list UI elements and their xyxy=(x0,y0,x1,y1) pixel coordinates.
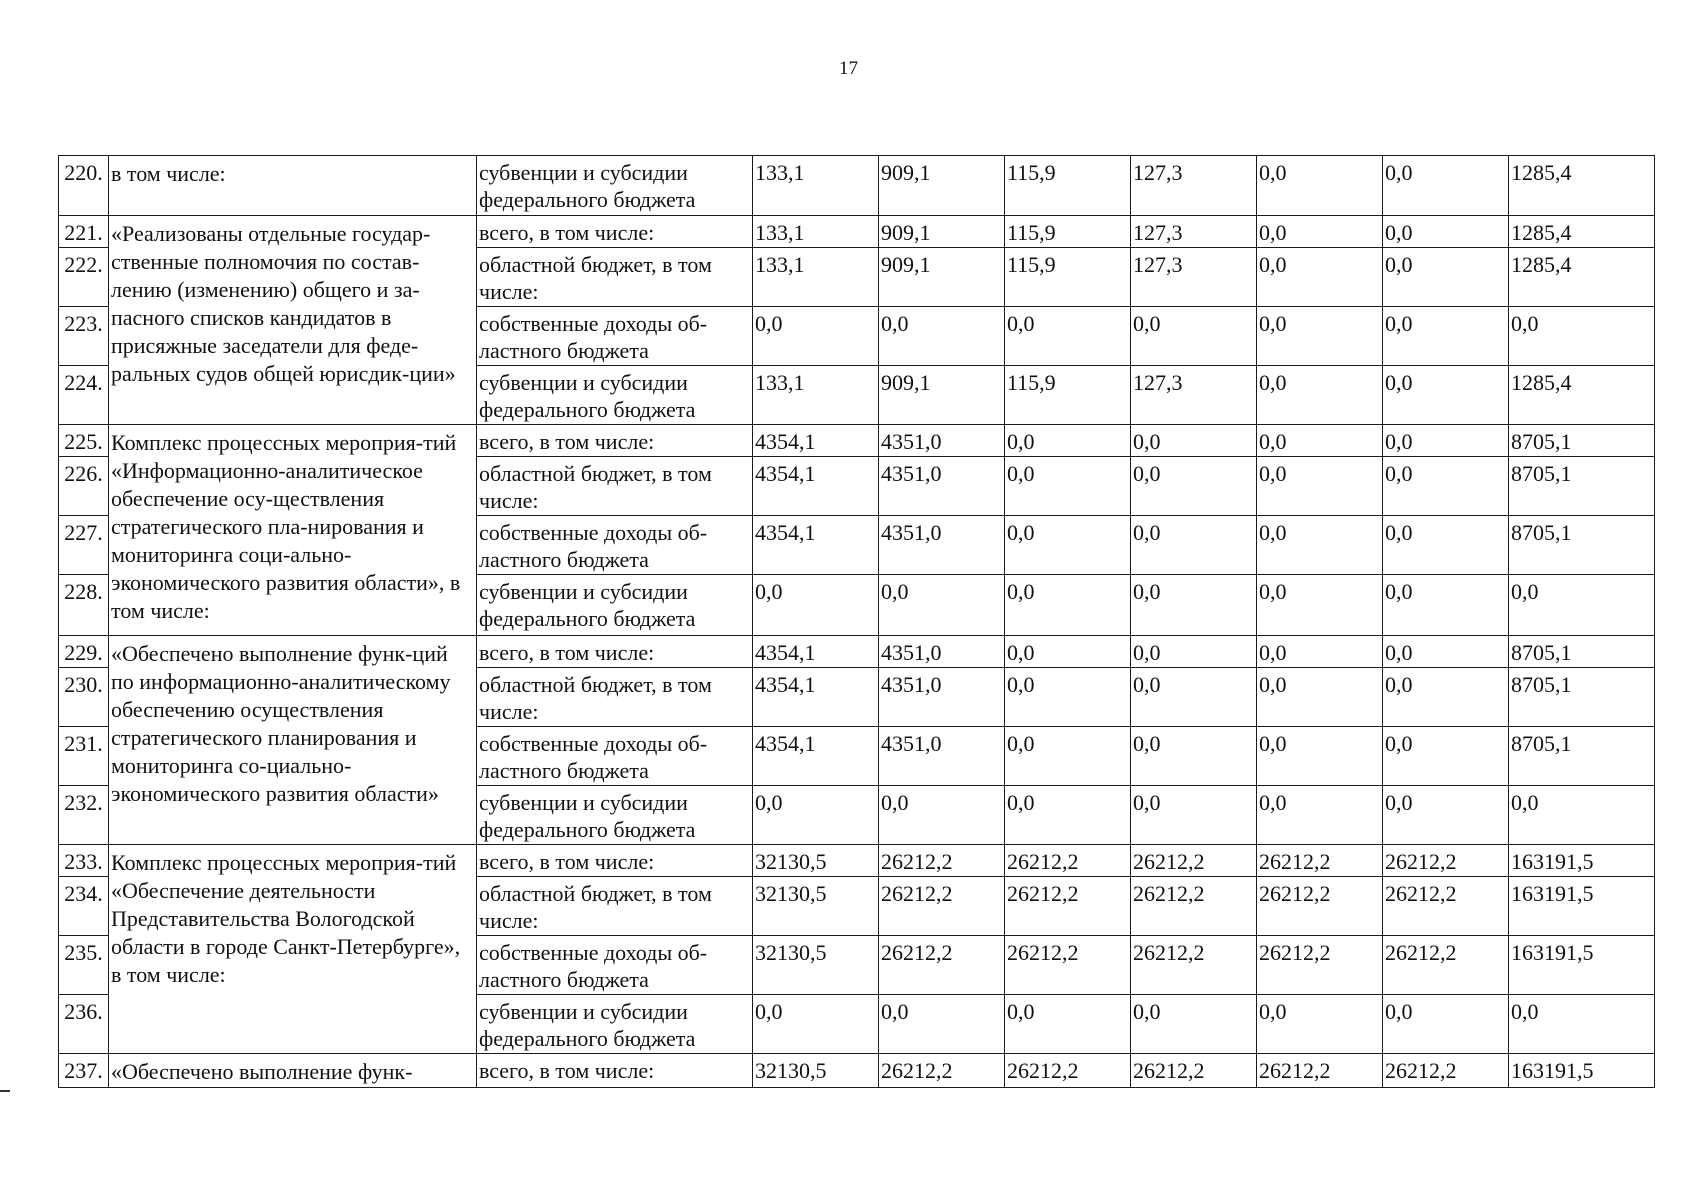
value-cell: 127,3 xyxy=(1131,216,1257,248)
value-cell: 26212,2 xyxy=(879,877,1005,936)
value-cell: 909,1 xyxy=(879,248,1005,307)
total-cell: 8705,1 xyxy=(1509,636,1655,668)
value-cell: 26212,2 xyxy=(1131,936,1257,995)
total-cell: 8705,1 xyxy=(1509,727,1655,786)
row-number: 231. xyxy=(59,727,109,786)
value-cell: 0,0 xyxy=(1005,516,1131,575)
row-number: 222. xyxy=(59,248,109,307)
total-cell: 1285,4 xyxy=(1509,156,1655,216)
table-row xyxy=(59,1054,1655,1088)
value-cell: 0,0 xyxy=(1257,457,1383,516)
value-cell: 0,0 xyxy=(1131,516,1257,575)
total-cell: 1285,4 xyxy=(1509,366,1655,425)
row-name: Комплекс процессных мероприя-тий «Информационно-аналитическое обеспечение осу-ществления стратегического пла-нирования и мониторинга соци-ально-экономического развития области», в том числе: xyxy=(109,425,477,636)
value-cell: 0,0 xyxy=(1383,248,1509,307)
value-cell: 0,0 xyxy=(1383,425,1509,457)
value-cell: 0,0 xyxy=(1257,216,1383,248)
value-cell: 26212,2 xyxy=(1383,845,1509,877)
value-cell: 0,0 xyxy=(879,307,1005,366)
value-cell: 32130,5 xyxy=(753,1054,879,1088)
row-number: 225. xyxy=(59,425,109,457)
value-cell: 26212,2 xyxy=(1131,845,1257,877)
value-cell: 0,0 xyxy=(1257,575,1383,636)
total-cell: 163191,5 xyxy=(1509,845,1655,877)
funding-source: собственные доходы об-ластного бюджета xyxy=(477,307,753,366)
value-cell: 26212,2 xyxy=(1257,936,1383,995)
value-cell: 0,0 xyxy=(1257,307,1383,366)
value-cell: 0,0 xyxy=(1005,575,1131,636)
value-cell: 909,1 xyxy=(879,156,1005,216)
value-cell: 4351,0 xyxy=(879,668,1005,727)
row-name: «Реализованы отдельные государ-ственные полномочия по состав-лению (изменению) общего и за-пасного списков кандидатов в присяжные заседатели для феде-ральных судов общей юрисдик-ции» xyxy=(109,216,477,425)
total-cell: 1285,4 xyxy=(1509,216,1655,248)
value-cell: 26212,2 xyxy=(1383,936,1509,995)
value-cell: 0,0 xyxy=(1257,366,1383,425)
value-cell: 0,0 xyxy=(1257,516,1383,575)
value-cell: 0,0 xyxy=(753,786,879,845)
value-cell: 127,3 xyxy=(1131,248,1257,307)
value-cell: 26212,2 xyxy=(1383,1054,1509,1088)
value-cell: 127,3 xyxy=(1131,156,1257,216)
value-cell: 0,0 xyxy=(1383,307,1509,366)
row-number: 226. xyxy=(59,457,109,516)
value-cell: 0,0 xyxy=(879,786,1005,845)
funding-source: субвенции и субсидии федерального бюджета xyxy=(477,575,753,636)
value-cell: 26212,2 xyxy=(1005,877,1131,936)
value-cell: 26212,2 xyxy=(879,936,1005,995)
value-cell: 909,1 xyxy=(879,366,1005,425)
value-cell: 0,0 xyxy=(1131,307,1257,366)
value-cell: 4351,0 xyxy=(879,727,1005,786)
value-cell: 26212,2 xyxy=(879,845,1005,877)
value-cell: 0,0 xyxy=(1257,727,1383,786)
funding-source: областной бюджет, в том числе: xyxy=(477,668,753,727)
value-cell: 4354,1 xyxy=(753,668,879,727)
row-name: Комплекс процессных мероприя-тий «Обеспечение деятельности Представительства Вологодской области в городе Санкт-Петербурге», в том числе: xyxy=(109,845,477,1054)
value-cell: 0,0 xyxy=(1383,457,1509,516)
total-cell: 8705,1 xyxy=(1509,668,1655,727)
value-cell: 115,9 xyxy=(1005,216,1131,248)
total-cell: 8705,1 xyxy=(1509,457,1655,516)
value-cell: 0,0 xyxy=(1131,636,1257,668)
value-cell: 4354,1 xyxy=(753,457,879,516)
value-cell: 0,0 xyxy=(1005,727,1131,786)
value-cell: 0,0 xyxy=(1257,248,1383,307)
value-cell: 0,0 xyxy=(1005,457,1131,516)
table-row xyxy=(59,156,1655,216)
margin-mark xyxy=(0,1090,10,1092)
row-number: 232. xyxy=(59,786,109,845)
funding-source: всего, в том числе: xyxy=(477,425,753,457)
total-cell: 163191,5 xyxy=(1509,1054,1655,1088)
total-cell: 8705,1 xyxy=(1509,425,1655,457)
value-cell: 0,0 xyxy=(1257,156,1383,216)
value-cell: 26212,2 xyxy=(1383,877,1509,936)
value-cell: 26212,2 xyxy=(1257,877,1383,936)
value-cell: 0,0 xyxy=(753,575,879,636)
value-cell: 0,0 xyxy=(1383,995,1509,1054)
row-name: в том числе: xyxy=(109,156,477,216)
total-cell: 1285,4 xyxy=(1509,248,1655,307)
value-cell: 0,0 xyxy=(1005,786,1131,845)
value-cell: 0,0 xyxy=(1257,668,1383,727)
funding-source: субвенции и субсидии федерального бюджета xyxy=(477,156,753,216)
row-number: 237. xyxy=(59,1054,109,1088)
value-cell: 0,0 xyxy=(753,995,879,1054)
total-cell: 0,0 xyxy=(1509,307,1655,366)
value-cell: 0,0 xyxy=(879,995,1005,1054)
funding-source: субвенции и субсидии федерального бюджета xyxy=(477,995,753,1054)
row-number: 236. xyxy=(59,995,109,1054)
value-cell: 26212,2 xyxy=(1005,845,1131,877)
total-cell: 0,0 xyxy=(1509,995,1655,1054)
row-number: 223. xyxy=(59,307,109,366)
funding-source: всего, в том числе: xyxy=(477,845,753,877)
funding-source: всего, в том числе: xyxy=(477,216,753,248)
value-cell: 0,0 xyxy=(1005,668,1131,727)
value-cell: 32130,5 xyxy=(753,936,879,995)
value-cell: 0,0 xyxy=(1131,575,1257,636)
value-cell: 4354,1 xyxy=(753,516,879,575)
total-cell: 163191,5 xyxy=(1509,877,1655,936)
value-cell: 4354,1 xyxy=(753,727,879,786)
row-number: 221. xyxy=(59,216,109,248)
value-cell: 133,1 xyxy=(753,366,879,425)
value-cell: 133,1 xyxy=(753,248,879,307)
row-number: 234. xyxy=(59,877,109,936)
page-number: 17 xyxy=(839,58,858,79)
funding-source: собственные доходы об-ластного бюджета xyxy=(477,727,753,786)
funding-source: областной бюджет, в том числе: xyxy=(477,457,753,516)
value-cell: 32130,5 xyxy=(753,877,879,936)
funding-source: субвенции и субсидии федерального бюджета xyxy=(477,786,753,845)
value-cell: 0,0 xyxy=(1383,575,1509,636)
row-name: «Обеспечено выполнение функ-ций по информационно-аналитическому обеспечению осуществления стратегического планирования и мониторинга со-циально-экономического развития области» xyxy=(109,636,477,845)
row-name: «Обеспечено выполнение функ- xyxy=(109,1054,477,1088)
value-cell: 0,0 xyxy=(1131,457,1257,516)
value-cell: 115,9 xyxy=(1005,156,1131,216)
value-cell: 0,0 xyxy=(1257,636,1383,668)
value-cell: 0,0 xyxy=(879,575,1005,636)
value-cell: 0,0 xyxy=(1383,668,1509,727)
value-cell: 0,0 xyxy=(1383,636,1509,668)
budget-table xyxy=(58,155,1655,1088)
value-cell: 0,0 xyxy=(1257,786,1383,845)
table-row xyxy=(59,216,1655,248)
funding-source: всего, в том числе: xyxy=(477,1054,753,1088)
table-row xyxy=(59,636,1655,668)
value-cell: 26212,2 xyxy=(1131,1054,1257,1088)
funding-source: собственные доходы об-ластного бюджета xyxy=(477,516,753,575)
value-cell: 0,0 xyxy=(1383,366,1509,425)
row-number: 230. xyxy=(59,668,109,727)
funding-source: областной бюджет, в том числе: xyxy=(477,248,753,307)
value-cell: 0,0 xyxy=(1131,425,1257,457)
value-cell: 4354,1 xyxy=(753,636,879,668)
value-cell: 133,1 xyxy=(753,216,879,248)
row-number: 227. xyxy=(59,516,109,575)
value-cell: 0,0 xyxy=(1005,636,1131,668)
funding-source: собственные доходы об-ластного бюджета xyxy=(477,936,753,995)
value-cell: 4351,0 xyxy=(879,457,1005,516)
funding-source: субвенции и субсидии федерального бюджета xyxy=(477,366,753,425)
value-cell: 0,0 xyxy=(1131,995,1257,1054)
row-number: 233. xyxy=(59,845,109,877)
value-cell: 115,9 xyxy=(1005,248,1131,307)
value-cell: 0,0 xyxy=(1257,995,1383,1054)
total-cell: 8705,1 xyxy=(1509,516,1655,575)
value-cell: 0,0 xyxy=(1131,668,1257,727)
value-cell: 0,0 xyxy=(1383,216,1509,248)
value-cell: 4351,0 xyxy=(879,425,1005,457)
value-cell: 0,0 xyxy=(1005,995,1131,1054)
row-number: 228. xyxy=(59,575,109,636)
total-cell: 163191,5 xyxy=(1509,936,1655,995)
funding-source: всего, в том числе: xyxy=(477,636,753,668)
row-number: 235. xyxy=(59,936,109,995)
total-cell: 0,0 xyxy=(1509,575,1655,636)
value-cell: 909,1 xyxy=(879,216,1005,248)
value-cell: 0,0 xyxy=(1383,516,1509,575)
row-number: 224. xyxy=(59,366,109,425)
value-cell: 4354,1 xyxy=(753,425,879,457)
value-cell: 26212,2 xyxy=(1257,1054,1383,1088)
value-cell: 4351,0 xyxy=(879,516,1005,575)
row-number: 220. xyxy=(59,156,109,216)
value-cell: 115,9 xyxy=(1005,366,1131,425)
value-cell: 0,0 xyxy=(1383,786,1509,845)
value-cell: 0,0 xyxy=(1131,786,1257,845)
value-cell: 0,0 xyxy=(1383,727,1509,786)
value-cell: 0,0 xyxy=(1131,727,1257,786)
value-cell: 0,0 xyxy=(1005,307,1131,366)
row-number: 229. xyxy=(59,636,109,668)
value-cell: 4351,0 xyxy=(879,636,1005,668)
value-cell: 0,0 xyxy=(1257,425,1383,457)
value-cell: 0,0 xyxy=(1383,156,1509,216)
funding-source: областной бюджет, в том числе: xyxy=(477,877,753,936)
value-cell: 26212,2 xyxy=(1005,936,1131,995)
total-cell: 0,0 xyxy=(1509,786,1655,845)
value-cell: 26212,2 xyxy=(1131,877,1257,936)
value-cell: 127,3 xyxy=(1131,366,1257,425)
value-cell: 0,0 xyxy=(1005,425,1131,457)
value-cell: 26212,2 xyxy=(1257,845,1383,877)
value-cell: 0,0 xyxy=(753,307,879,366)
table-row xyxy=(59,845,1655,877)
value-cell: 26212,2 xyxy=(1005,1054,1131,1088)
value-cell: 32130,5 xyxy=(753,845,879,877)
value-cell: 26212,2 xyxy=(879,1054,1005,1088)
value-cell: 133,1 xyxy=(753,156,879,216)
table-row xyxy=(59,425,1655,457)
